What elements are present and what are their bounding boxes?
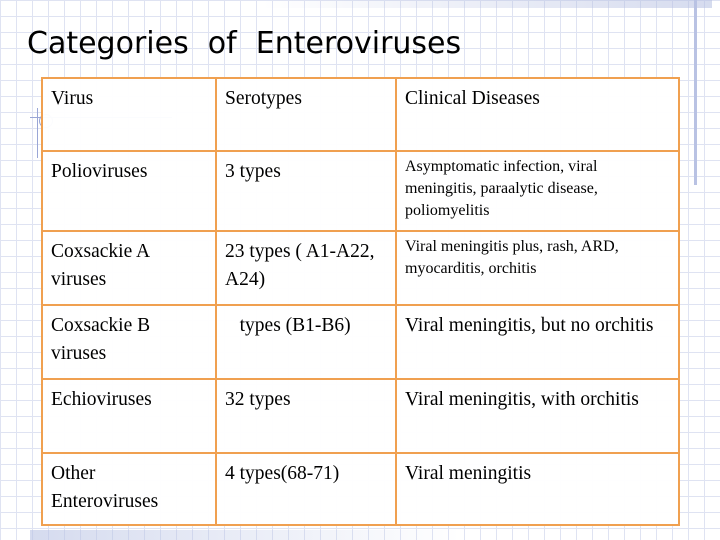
cell-virus: Coxsackie A viruses — [42, 231, 216, 305]
slide-title: Categories of Enteroviruses — [27, 26, 462, 61]
decorative-top-bar — [262, 0, 712, 8]
cell-serotypes: types (B1-B6) — [216, 305, 396, 379]
cell-virus: Echioviruses — [42, 379, 216, 453]
table-row — [42, 379, 679, 453]
enterovirus-table — [41, 77, 680, 526]
cell-virus: Coxsackie B viruses — [42, 305, 216, 379]
decorative-bottom-bar — [30, 530, 460, 540]
cell-serotypes: 23 types ( A1-A22, A24) — [216, 231, 396, 305]
header-clinical-diseases: Clinical Diseases — [396, 78, 679, 151]
table-row — [42, 231, 679, 305]
decorative-right-bar — [694, 0, 697, 185]
cell-virus: Polioviruses — [42, 151, 216, 231]
table-row — [42, 305, 679, 379]
cell-virus: Other Enteroviruses — [42, 453, 216, 525]
header-virus: Virus — [42, 78, 216, 151]
cell-clinical-diseases: Viral meningitis, but no orchitis — [396, 305, 679, 379]
cell-serotypes: 3 types — [216, 151, 396, 231]
cell-serotypes: 4 types(68-71) — [216, 453, 396, 525]
cell-clinical-diseases: Asymptomatic infection, viral meningitis, paraalytic disease, poliomyelitis — [396, 151, 679, 231]
cell-clinical-diseases: Viral meningitis, with orchitis — [396, 379, 679, 453]
cell-clinical-diseases: Viral meningitis plus, rash, ARD, myocarditis, orchitis — [396, 231, 679, 305]
cell-clinical-diseases: Viral meningitis — [396, 453, 679, 525]
table-row — [42, 453, 679, 525]
header-serotypes: Serotypes — [216, 78, 396, 151]
table-row — [42, 151, 679, 231]
table-header-row — [42, 78, 679, 151]
decorative-vertical-line — [37, 108, 38, 158]
cell-serotypes: 32 types — [216, 379, 396, 453]
